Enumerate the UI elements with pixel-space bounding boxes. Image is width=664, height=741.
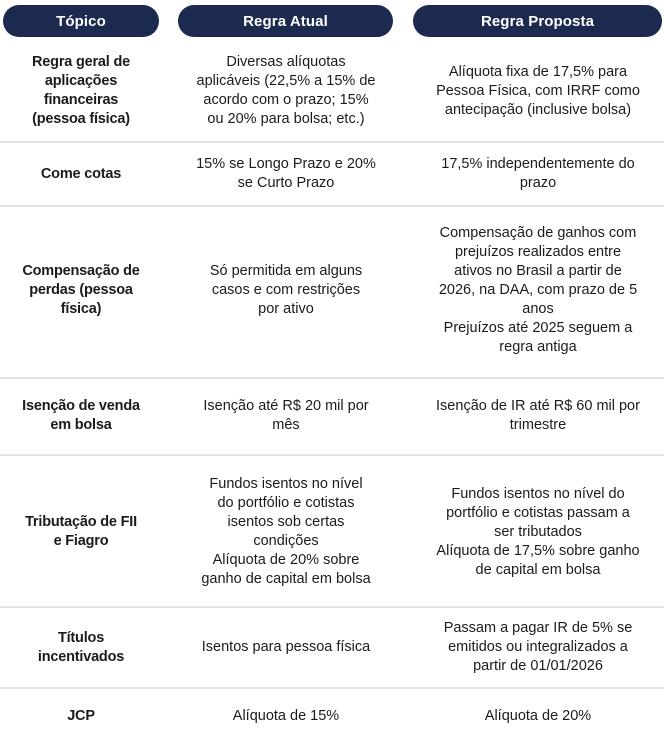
proposed-rule-cell: Alíquota de 20% — [484, 708, 592, 724]
current-rule-cell: Só permitida em alguns casos e com restrições por ativo — [209, 263, 363, 317]
topic-cell: Tributação de FII e Fiagro — [25, 514, 137, 549]
table-row — [0, 610, 664, 685]
proposed-rule-cell: Compensação de ganhos com prejuízos realizados entre ativos no Brasil a partir de 2026, na DAA, com prazo de 5 anos Prejuízos até 2025 seguem a regra antiga — [438, 225, 638, 355]
header-current-rule: Regra Atual — [178, 5, 393, 37]
header-proposed-rule: Regra Proposta — [413, 5, 662, 37]
current-rule-cell: Isentos para pessoa física — [201, 639, 371, 655]
current-rule-cell: 15% se Longo Prazo e 20% se Curto Prazo — [196, 156, 376, 191]
current-rule-cell: Alíquota de 15% — [232, 708, 340, 724]
table-row — [0, 208, 664, 373]
proposed-rule-cell: Alíquota fixa de 17,5% para Pessoa Física, com IRRF como antecipação (inclusive bolsa) — [436, 63, 640, 118]
proposed-rule-cell: Isenção de IR até R$ 60 mil por trimestre — [436, 398, 640, 433]
topic-cell: Isenção de venda em bolsa — [22, 398, 140, 433]
table-row — [0, 381, 664, 451]
table-row — [0, 144, 664, 204]
row-divider — [0, 454, 664, 456]
row-divider — [0, 606, 664, 608]
proposed-rule-cell: 17,5% independentemente do prazo — [441, 156, 635, 191]
table-row — [0, 44, 664, 138]
topic-cell: Come cotas — [40, 165, 122, 182]
table-row — [0, 692, 664, 741]
current-rule-cell: Fundos isentos no nível do portfólio e cotistas isentos sob certas condições Alíquota de 20% sobre ganho de capital em bolsa — [201, 476, 371, 587]
topic-cell: Compensação de perdas (pessoa física) — [22, 263, 140, 317]
row-divider — [0, 205, 664, 207]
proposed-rule-cell: Passam a pagar IR de 5% se emitidos ou integralizados a partir de 01/01/2026 — [443, 620, 633, 674]
proposed-rule-cell: Fundos isentos no nível do portfólio e cotistas passam a ser tributados Alíquota de 17,5% sobre ganho de capital em bolsa — [436, 485, 640, 578]
topic-cell: Regra geral de aplicações financeiras (pessoa física) — [32, 54, 130, 127]
row-divider — [0, 377, 664, 379]
row-divider — [0, 687, 664, 689]
current-rule-cell: Isenção até R$ 20 mil por mês — [203, 398, 369, 433]
topic-cell: Títulos incentivados — [37, 629, 125, 665]
current-rule-cell: Diversas alíquotas aplicáveis (22,5% a 15% de acordo com o prazo; 15% ou 20% para bolsa; etc.) — [196, 54, 376, 127]
header-topic: Tópico — [3, 5, 159, 37]
topic-cell: JCP — [67, 708, 95, 724]
table-row — [0, 458, 664, 606]
row-divider — [0, 141, 664, 143]
